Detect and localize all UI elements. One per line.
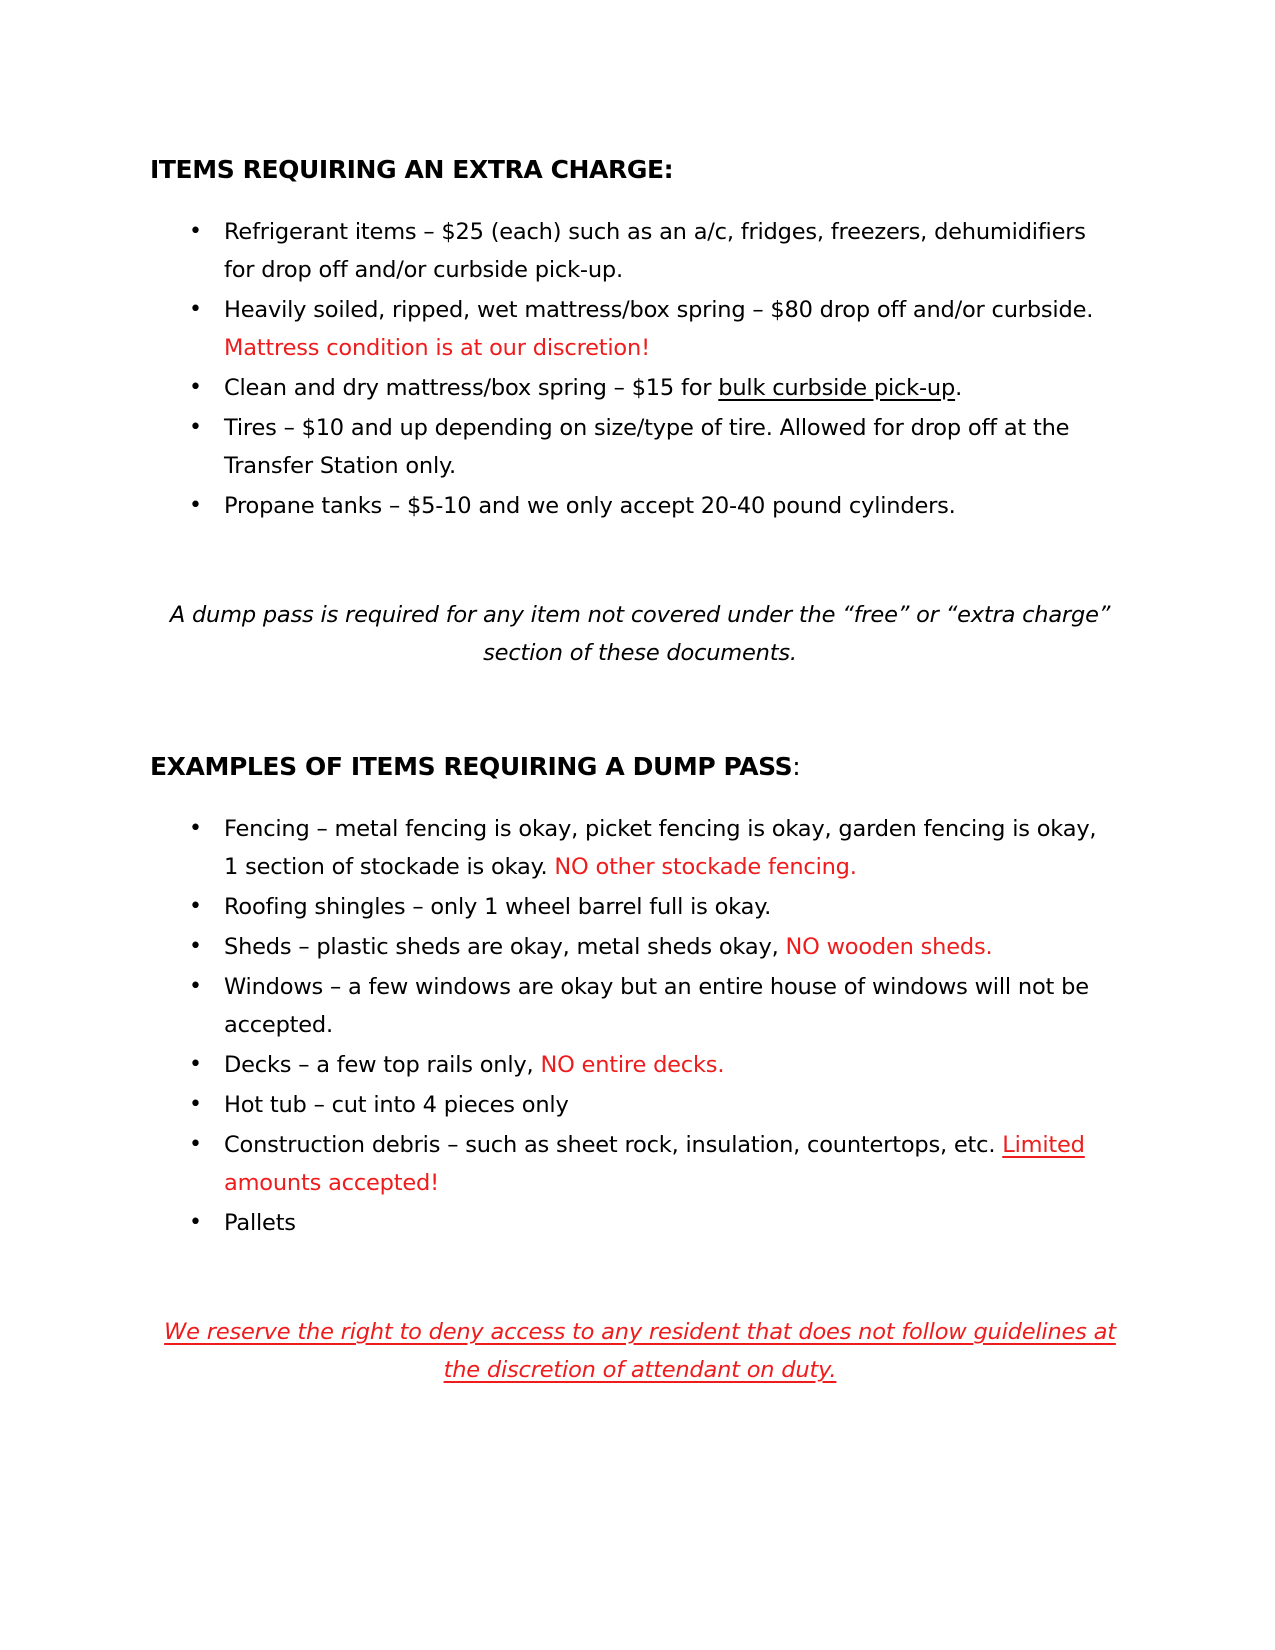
bullet-icon: • bbox=[189, 894, 202, 919]
item-text: Clean and dry mattress/box spring – $15 for bbox=[224, 375, 719, 401]
item-warning: NO wooden sheds. bbox=[785, 934, 993, 960]
bullet-icon: • bbox=[189, 1132, 202, 1157]
item-text: Pallets bbox=[224, 1210, 296, 1236]
list-item bbox=[150, 409, 1110, 485]
list-item bbox=[150, 487, 1110, 525]
list-item bbox=[150, 968, 1110, 1044]
item-text: Sheds – plastic sheds are okay, metal sheds okay, bbox=[224, 934, 786, 960]
list-item bbox=[150, 928, 1110, 966]
item-text: Decks – a few top rails only, bbox=[224, 1052, 541, 1078]
section-heading-dump-pass bbox=[150, 752, 800, 782]
item-text: Windows – a few windows are okay but an entire house of windows will not be accepted. bbox=[224, 974, 1089, 1038]
item-warning-underlined: Limited bbox=[1002, 1132, 1085, 1158]
dump-pass-list bbox=[150, 810, 1110, 1244]
bullet-icon: • bbox=[189, 1092, 202, 1117]
bullet-icon: • bbox=[189, 297, 202, 322]
list-item bbox=[150, 888, 1110, 926]
list-item bbox=[150, 1046, 1110, 1084]
list-item bbox=[150, 1126, 1110, 1202]
bullet-icon: • bbox=[189, 493, 202, 518]
item-underlined-text: bulk curbside pick-up bbox=[718, 375, 956, 401]
bullet-icon: • bbox=[189, 415, 202, 440]
heading-text: EXAMPLES OF ITEMS REQUIRING A DUMP PASS bbox=[150, 752, 793, 781]
item-warning: amounts accepted! bbox=[224, 1170, 439, 1196]
section-heading-extra-charge: ITEMS REQUIRING AN EXTRA CHARGE: bbox=[150, 155, 674, 184]
bullet-icon: • bbox=[189, 974, 202, 999]
bullet-icon: • bbox=[189, 934, 202, 959]
item-text: Construction debris – such as sheet rock, insulation, countertops, etc. bbox=[224, 1132, 1003, 1158]
item-text: Hot tub – cut into 4 pieces only bbox=[224, 1092, 569, 1118]
item-warning: NO other stockade fencing. bbox=[554, 854, 857, 880]
bullet-icon: • bbox=[189, 1052, 202, 1077]
item-text: Roofing shingles – only 1 wheel barrel full is okay. bbox=[224, 894, 772, 920]
extra-charge-list bbox=[150, 213, 1110, 527]
footer-warning-note: We reserve the right to deny access to any resident that does not follow guidelines at the discretion of attendant on duty. bbox=[164, 1319, 1116, 1383]
dump-pass-note: A dump pass is required for any item not covered under the “free” or “extra charge” section of these documents. bbox=[169, 602, 1111, 666]
heading-colon: : bbox=[792, 752, 801, 781]
list-item bbox=[150, 1204, 1110, 1242]
item-warning: NO entire decks. bbox=[540, 1052, 725, 1078]
list-item bbox=[150, 213, 1110, 289]
item-text: Heavily soiled, ripped, wet mattress/box spring – $80 drop off and/or curbside. bbox=[224, 297, 1094, 323]
list-item bbox=[150, 369, 1110, 407]
list-item bbox=[150, 291, 1110, 367]
item-text: Tires – $10 and up depending on size/type of tire. Allowed for drop off at the Transfer Station only. bbox=[224, 415, 1070, 479]
bullet-icon: • bbox=[189, 1210, 202, 1235]
item-warning: Mattress condition is at our discretion! bbox=[224, 335, 650, 361]
item-text-end: . bbox=[955, 375, 963, 401]
bullet-icon: • bbox=[189, 816, 202, 841]
item-text: Propane tanks – $5-10 and we only accept 20-40 pound cylinders. bbox=[224, 493, 956, 519]
item-text: Refrigerant items – $25 (each) such as an a/c, fridges, freezers, dehumidifiers for drop off and/or curbside pick-up. bbox=[224, 219, 1086, 283]
list-item bbox=[150, 810, 1110, 886]
list-item bbox=[150, 1086, 1110, 1124]
bullet-icon: • bbox=[189, 219, 202, 244]
item-text: Fencing – metal fencing is okay, picket fencing is okay, garden fencing is okay, 1 section of stockade is okay. bbox=[224, 816, 1097, 880]
bullet-icon: • bbox=[189, 375, 202, 400]
